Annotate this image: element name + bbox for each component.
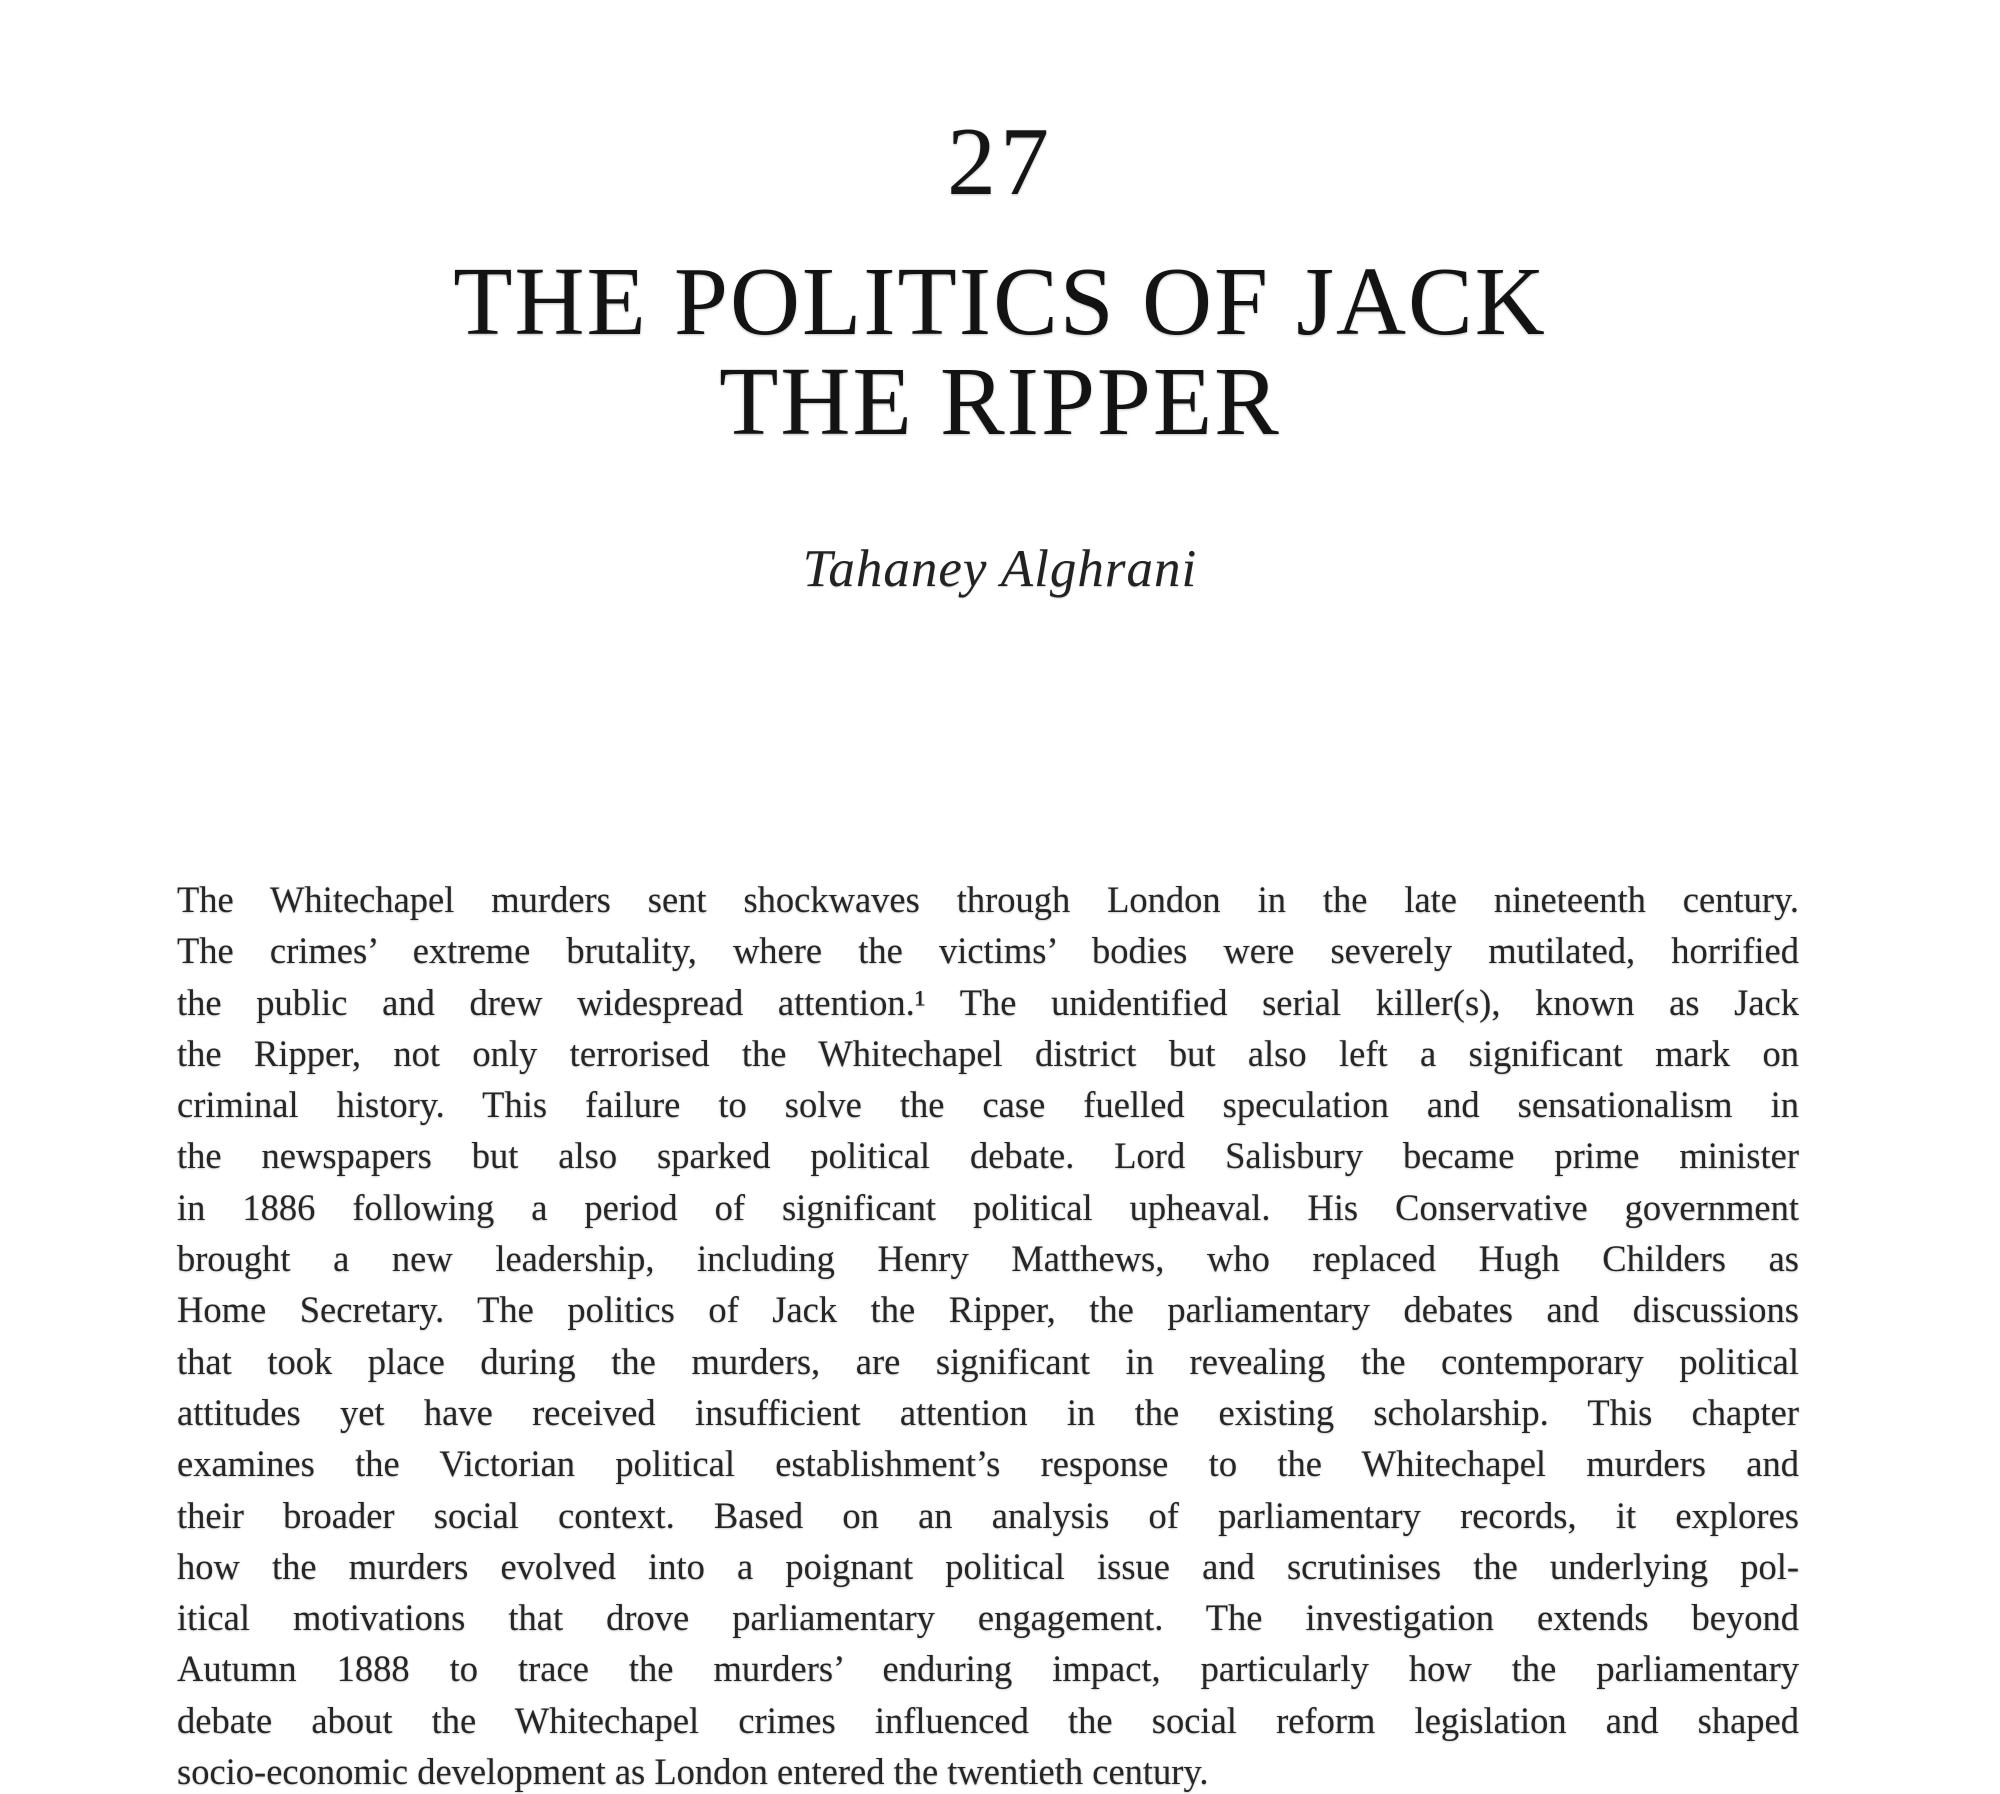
body-text-line: The Whitechapel murders sent shockwaves through London in the late nineteenth century. (177, 879, 1799, 920)
body-text-line: brought a new leadership, including Henry Matthews, who replaced Hugh Childers as (177, 1238, 1799, 1280)
body-text-line: The crimes’ extreme brutality, where the victims’ bodies were severely mutilated, horrified (177, 930, 1799, 972)
body-text-line: attitudes yet have received insufficient attention in the existing scholarship. This chapter (177, 1391, 1799, 1433)
body-text-line: Home Secretary. The politics of Jack the Ripper, the parliamentary debates and discussions (177, 1289, 1799, 1331)
chapter-number: 27 (947, 108, 1053, 216)
body-paragraph (177, 874, 1799, 1794)
chapter-title (0, 248, 2000, 455)
body-text-line: Autumn 1888 to trace the murders’ enduring impact, particularly how the parliamentary (177, 1648, 1799, 1690)
body-text-line: that took place during the murders, are significant in revealing the contemporary political (177, 1340, 1799, 1382)
body-text-line: socio-economic development as London entered the twentieth century. (177, 1751, 1209, 1793)
body-text-line: how the murders evolved into a poignant political issue and scrutinises the underlying pol- (177, 1545, 1799, 1587)
body-text-line: in 1886 following a period of significant political upheaval. His Conservative government (177, 1186, 1799, 1228)
body-text-line: criminal history. This failure to solve the case fuelled speculation and sensationalism in (177, 1084, 1799, 1126)
author-name: Tahaney Alghrani (802, 540, 1198, 598)
body-text-line: their broader social context. Based on an analysis of parliamentary records, it explores (177, 1494, 1799, 1536)
chapter-title-line-1: THE POLITICS OF JACK (453, 248, 1547, 355)
body-text-line: the Ripper, not only terrorised the Whitechapel district but also left a significant mark on (177, 1032, 1799, 1074)
body-text-line: debate about the Whitechapel crimes influenced the social reform legislation and shaped (177, 1699, 1799, 1741)
body-text-line: the newspapers but also sparked political debate. Lord Salisbury became prime minister (177, 1135, 1799, 1177)
body-text-line: itical motivations that drove parliamentary engagement. The investigation extends beyond (177, 1597, 1799, 1639)
body-text-line: examines the Victorian political establishment’s response to the Whitechapel murders and (177, 1443, 1799, 1485)
body-text-line: the public and drew widespread attention.¹ The unidentified serial killer(s), known as Jack (177, 981, 1799, 1023)
chapter-title-line-2: THE RIPPER (719, 348, 1281, 455)
